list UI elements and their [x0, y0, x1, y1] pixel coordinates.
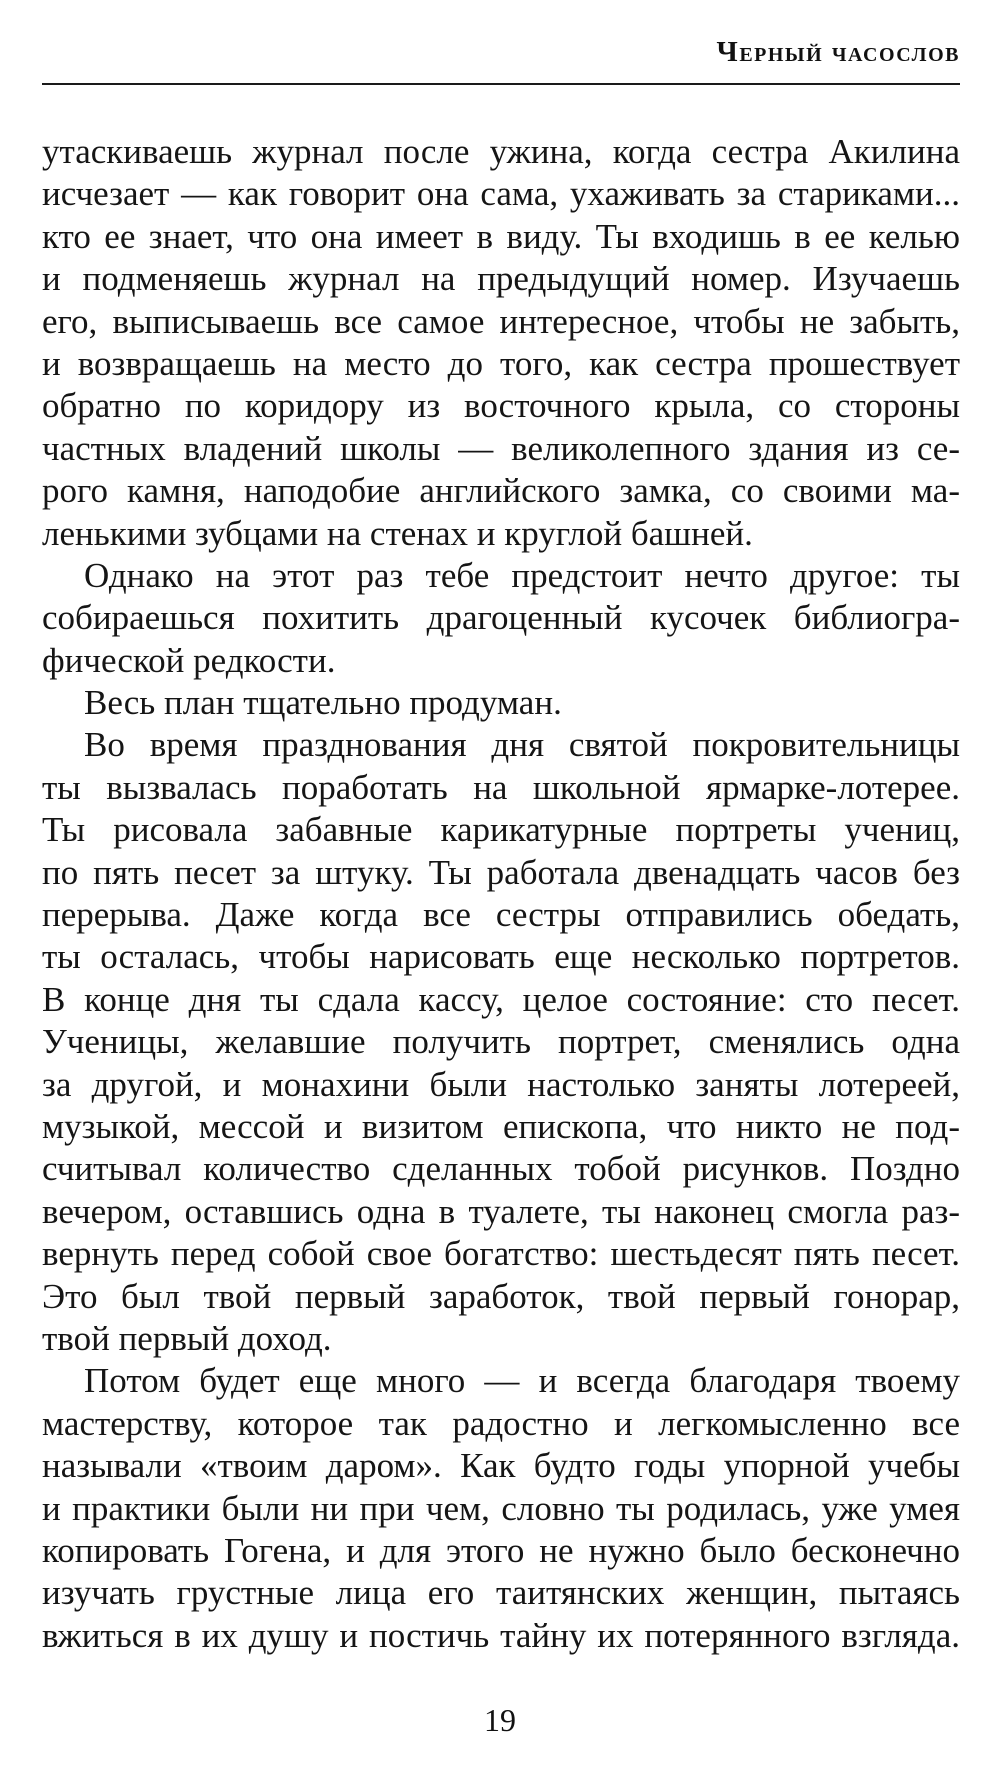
text-line: называли «твоим даром». Как будто годы упорной учебы: [42, 1446, 960, 1486]
text-line: и подменяешь журнал на предыдущий номер. Изучаешь: [42, 259, 960, 299]
text-line: обратно по коридору из восточного крыла, со стороны: [42, 386, 960, 426]
text-line: музыкой, мессой и визитом епископа, что никто не под-: [42, 1106, 960, 1146]
text-line: ленькими зубцами на стенах и круглой башней.: [42, 513, 753, 553]
text-line: его, выписываешь все самое интересное, чтобы не забыть,: [42, 301, 960, 341]
text-line: и практики были ни при чем, словно ты родилась, уже умея: [42, 1488, 960, 1528]
text-line: Ты рисовала забавные карикатурные портреты учениц,: [42, 810, 960, 850]
text-line: ты вызвалась поработать на школьной ярмарке-лотерее.: [42, 767, 960, 807]
text-line: по пять песет за штуку. Ты работала двенадцать часов без: [42, 852, 960, 892]
text-line: Это был твой первый заработок, твой первый гонорар,: [42, 1276, 960, 1316]
text-line: вернуть перед собой свое богатство: шестьдесят пять песет.: [42, 1234, 960, 1274]
text-line: копировать Гогена, и для этого не нужно было бесконечно: [42, 1530, 960, 1570]
header-rule: [42, 83, 960, 85]
text-line: мастерству, которое так радостно и легкомысленно все: [42, 1403, 960, 1443]
text-line: изучать грустные лица его таитянских женщин, пытаясь: [42, 1573, 960, 1613]
running-header: [42, 30, 960, 80]
running-title: Черный часослов: [716, 36, 960, 68]
text-line: фической редкости.: [42, 640, 336, 680]
text-line: В конце дня ты сдала кассу, целое состояние: сто песет.: [42, 979, 960, 1019]
text-line: Однако на этот раз тебе предстоит нечто другое: ты: [84, 555, 960, 595]
text-line: Потом будет еще много — и всегда благодаря твоему: [84, 1361, 960, 1401]
text-line: Весь план тщательно продуман.: [84, 683, 562, 723]
text-line: вжиться в их душу и постичь тайну их потерянного взгляда.: [42, 1615, 960, 1655]
text-line: считывал количество сделанных тобой рисунков. Поздно: [42, 1149, 960, 1189]
text-line: кто ее знает, что она имеет в виду. Ты входишь в ее келью: [42, 216, 960, 256]
text-line: за другой, и монахини были настолько заняты лотереей,: [42, 1064, 960, 1104]
text-line: собираешься похитить драгоценный кусочек библиогра-: [42, 598, 960, 638]
text-line: рого камня, наподобие английского замка, со своими ма-: [42, 471, 960, 511]
text-line: утаскиваешь журнал после ужина, когда сестра Акилина: [42, 132, 960, 171]
page-number: 19: [484, 1702, 516, 1738]
text-line: Ученицы, желавшие получить портрет, сменялись одна: [42, 1022, 960, 1062]
text-line: перерыва. Даже когда все сестры отправились обедать,: [42, 895, 960, 935]
body-text: [42, 131, 960, 1657]
text-line: частных владений школы — великолепного здания из се-: [42, 428, 960, 468]
text-line: Во время празднования дня святой покровительницы: [84, 725, 960, 765]
text-line: и возвращаешь на место до того, как сестра прошествует: [42, 343, 960, 383]
text-line: ты осталась, чтобы нарисовать еще несколько портретов.: [42, 937, 960, 977]
text-line: твой первый доход.: [42, 1318, 332, 1358]
text-line: исчезает — как говорит она сама, ухаживать за стариками...: [42, 174, 960, 214]
text-line: вечером, оставшись одна в туалете, ты наконец смогла раз-: [42, 1191, 960, 1231]
